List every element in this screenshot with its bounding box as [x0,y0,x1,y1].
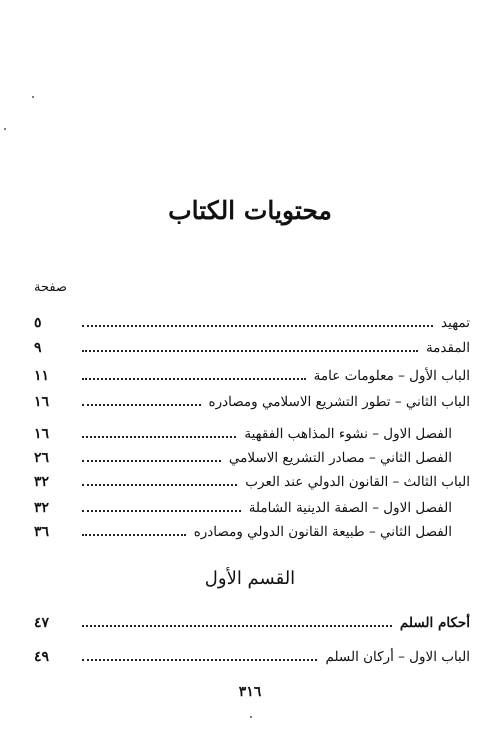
toc-page-number: ٢٦ [34,450,50,466]
toc-page-number: ٤٧ [34,615,50,631]
toc-page-number: ٣٢ [34,474,50,490]
dot-leader [82,460,221,462]
toc-row [26,311,470,335]
toc-page-number: ٤٩ [34,649,50,665]
toc-entry-label: الفصل الاول – نشوء المذاهب الفقهية [244,426,452,442]
section-title: القسم الأول [204,568,296,589]
toc-page-number: ١١ [34,368,50,384]
toc-entry-label: الباب الثاني – تطور التشريع الاسلامي ومصادره [208,394,470,410]
toc-row [26,496,470,520]
scan-speck [4,128,6,130]
scan-speck [32,96,34,98]
dot-leader [82,510,241,512]
toc-row [26,645,470,669]
toc-entry-label: الباب الأول – معلومات عامة [313,368,470,384]
toc-entry-label: تمهيد [441,315,470,331]
toc-page-number: ٣٢ [34,500,50,516]
toc-row [26,364,470,388]
dot-leader [82,436,236,438]
toc-row [26,336,470,360]
dot-leader [82,484,237,486]
toc-entry-label: الباب الاول – أركان السلم [325,649,470,665]
toc-row [26,520,470,544]
toc-row [26,446,470,470]
page-number: ٣١٦ [238,684,262,700]
dot-leader [82,404,201,406]
toc-page-number: ١٦ [34,394,50,410]
toc-entry-label: الفصل الاول – الصفة الدينية الشاملة [248,500,452,516]
dot-leader [82,325,433,327]
toc-entry-label: الفصل الثاني – طبيعة القانون الدولي ومصادره [193,524,452,540]
page-title: محتويات الكتاب [168,196,332,225]
toc-entry-label: المقدمة [425,340,470,356]
toc-row [26,611,470,635]
dot-leader [82,350,418,352]
page-column-header: صفحة [34,280,67,295]
toc-row [26,422,470,446]
dot-leader [82,659,317,661]
dot-leader [82,534,186,536]
toc-entry-label: أحكام السلم [399,615,470,631]
toc-row [26,470,470,494]
scan-speck [250,716,252,718]
toc-entry-label: الباب الثالث – القانون الدولي عند العرب [245,474,470,490]
toc-row [26,390,470,414]
toc-page-number: ٩ [34,340,42,356]
dot-leader [82,378,306,380]
toc-page-number: ١٦ [34,426,50,442]
dot-leader [82,625,392,627]
toc-page-number: ٣٦ [34,524,50,540]
toc-entry-label: الفصل الثاني – مصادر التشريع الاسلامي [228,450,452,466]
toc-page-number: ٥ [34,315,42,331]
